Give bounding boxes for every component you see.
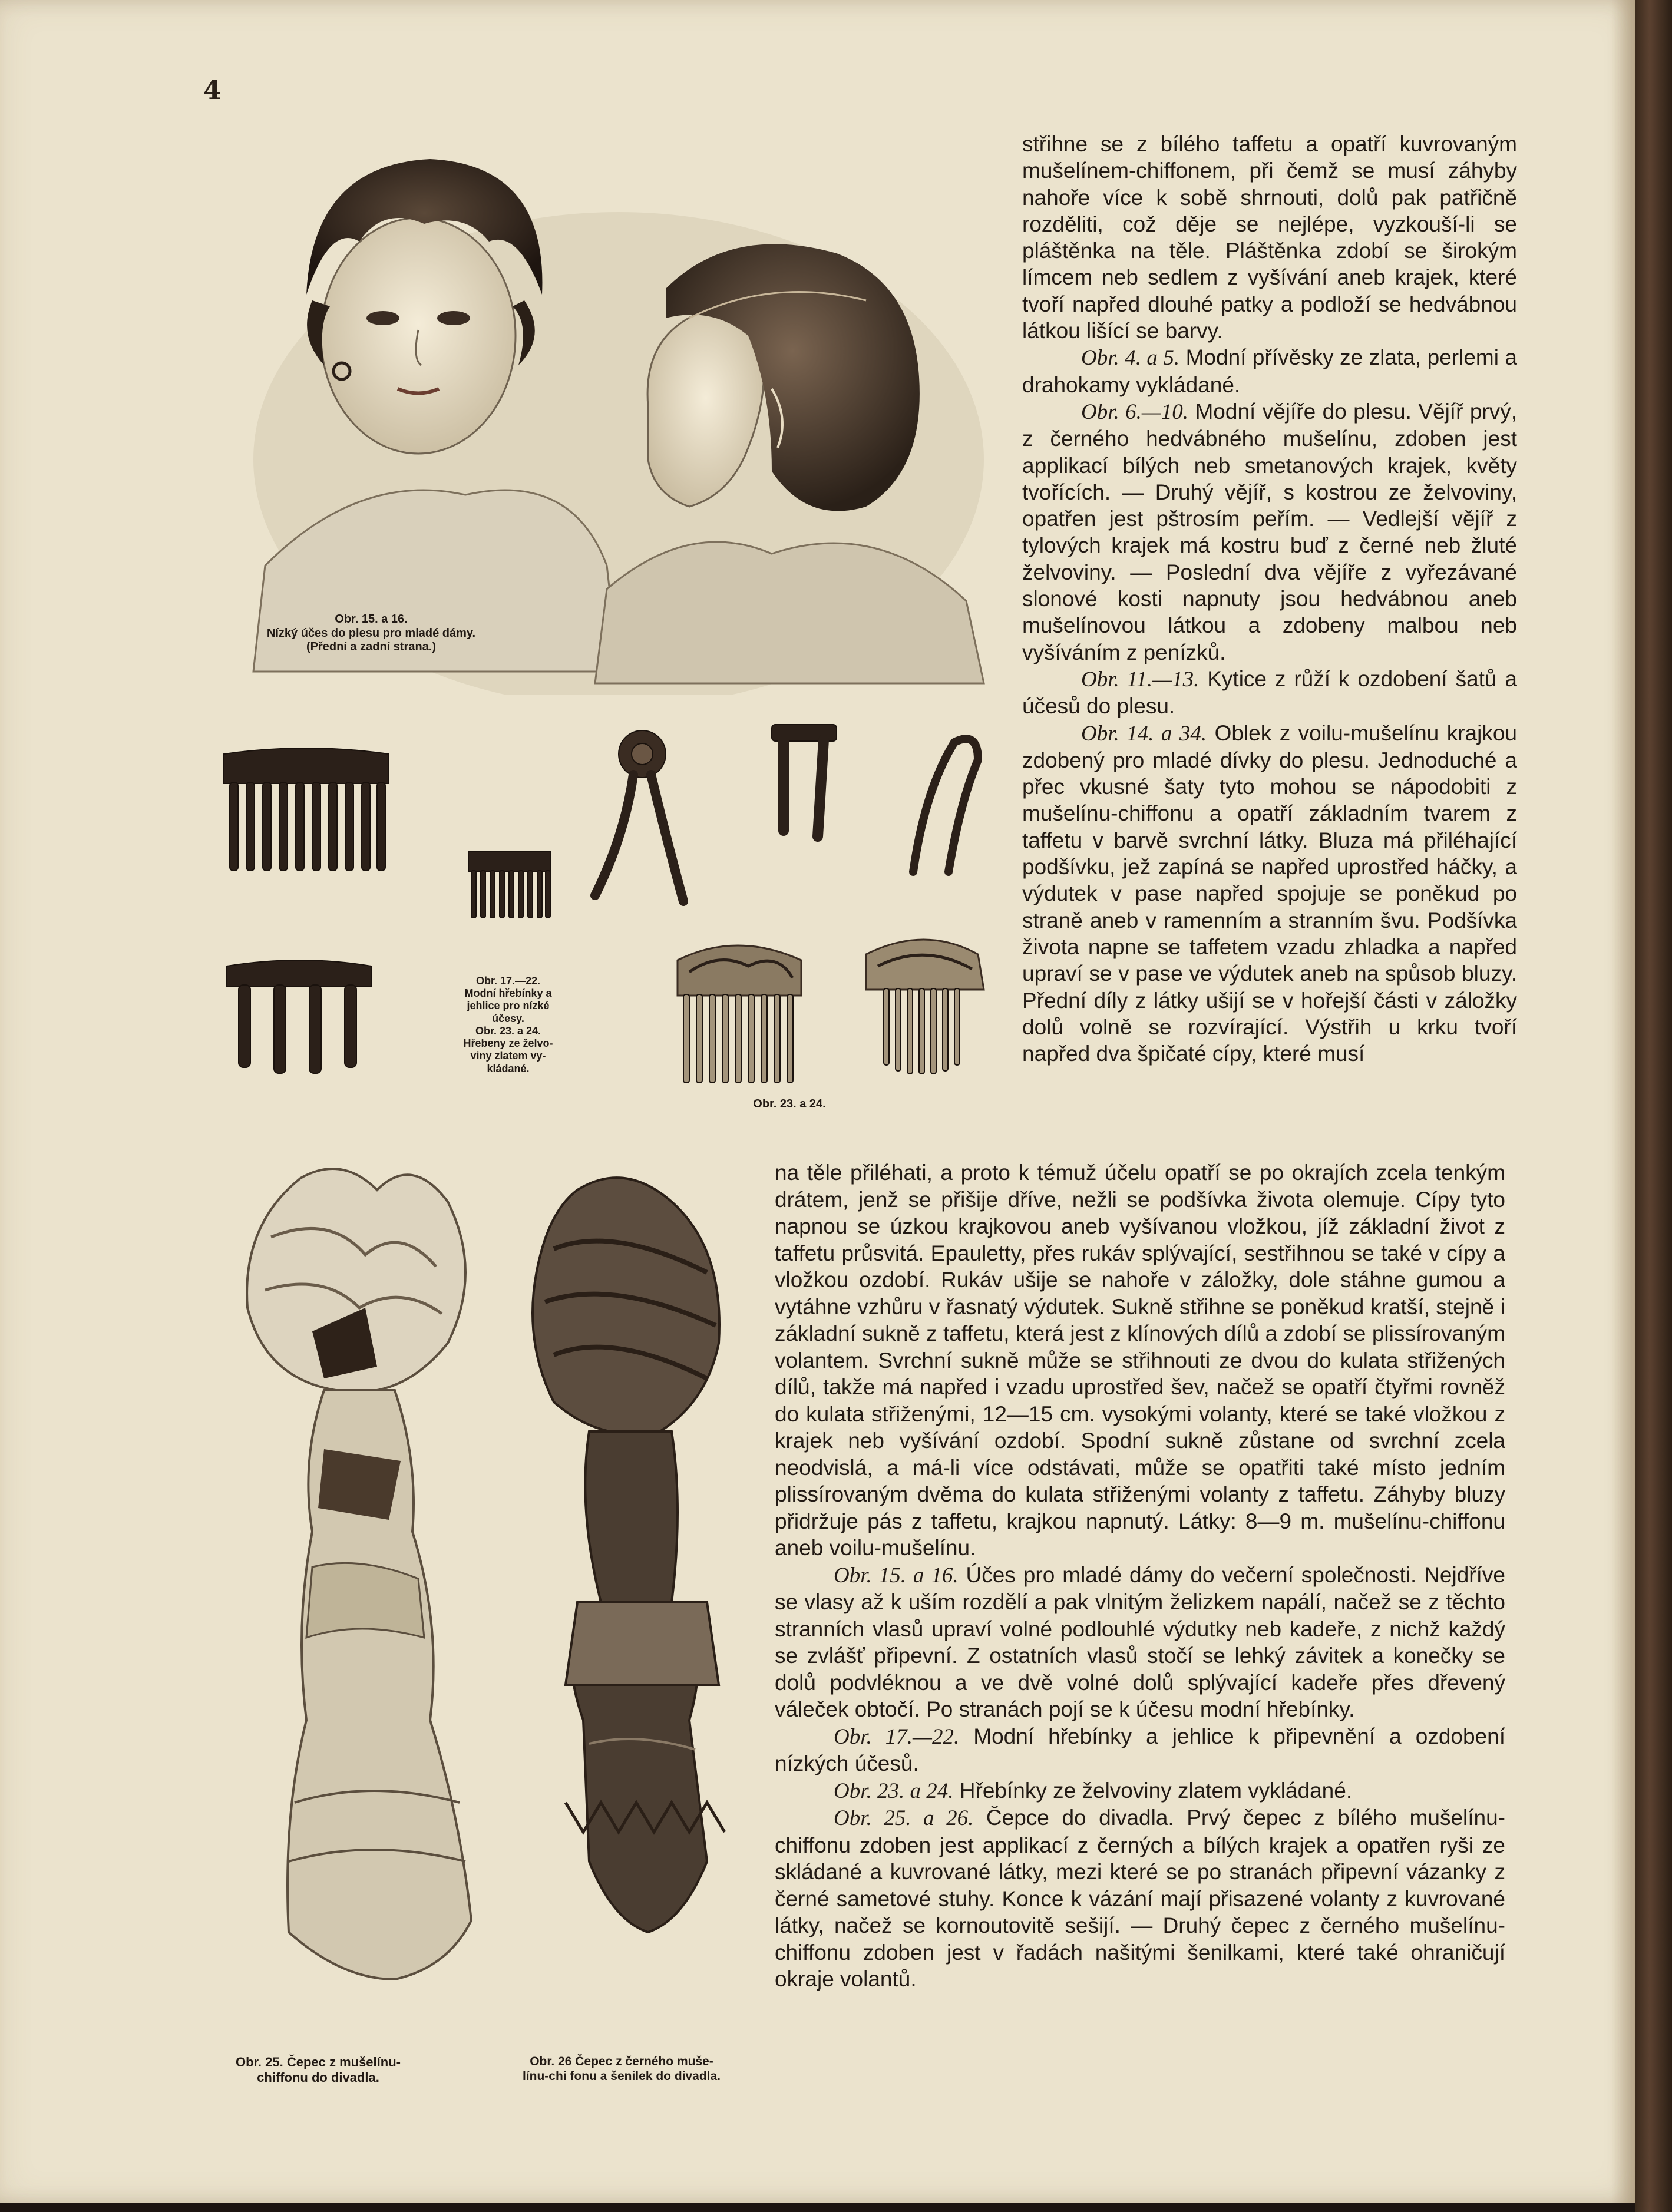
caption-fig-17-24: Obr. 17.—22. Modní hřebínky a jehlice pro nízké účesy. Obr. 23. a 24. Hřebeny ze želvo- viny zlatem vy- kládané. (463, 975, 553, 1074)
article-text-lower-column (775, 1159, 1505, 1993)
caption-fig-25: Obr. 25. Čepec z mušelínu- chiffonu do divadla. (236, 2055, 401, 2085)
bonnet-black-chiffon (533, 1178, 725, 1932)
paragraph: Obr. 11.—13. Kytice z růží k ozdobení šatů a účesů do plesu. (1022, 666, 1518, 719)
figure-reference: Obr. 23. a 24. (834, 1778, 954, 1803)
paragraph: Obr. 14. a 34. Oblek z voilu-mušelínu krajkou zdobený pro mladé dívky do plesu. Jednoduché a přec vkusné šaty tyto mohou se nápodobiti z mušelínu-chiffonu a opatří základním tvarem z taffetu v barvě svrchní látky. Bluza má přiléhající podšívku, jež zapíná se napřed uprostřed háčky, a výdutek v pase napřed spojuje se poněkud po straně aneb v ramenním a stranním švu. Podšívka života napne se taffetem vzadu zhladka a napřed upraví se v pase ve výdutek aneb na spůsob bluzy. Přední díly z látky ušijí se v hořejší části v záložky dolů volně se rozvírající. Výstřih u krku tvoří napřed dva špičaté cípy, které musí (1022, 720, 1517, 1066)
article-text-upper-column (1022, 131, 1517, 1067)
figure-reference: Obr. 6.—10. (1081, 399, 1189, 424)
paragraph: Obr. 4. a 5. Modní přívěsky ze zlata, perlemi a drahokamy vykládané. (1022, 345, 1517, 397)
figure-reference: Obr. 4. a 5. (1081, 346, 1180, 371)
caption-fig-23-24: Obr. 23. a 24. (753, 1097, 826, 1110)
paragraph: Obr. 23. a 24. Hřebínky ze želvoviny zlatem vykládané. (834, 1778, 1353, 1803)
page-number: 4 (203, 75, 222, 105)
paragraph: střihne se z bílého taffetu a opatří kuvrovaným mušelínem-chiffonem, při čemž se musí záhyby nahoře více k sobě shrnouti, dolů pak patřičně rozděliti, což děje se nejlépe, vyzkouší-li se pláštěnka na těle. Pláštěnka zdobí se širokým límcem neb sedlem z vyšívání aneb krajek, které tvoří napřed dlouhé patky a podloží se hedvábnou látkou lišící se barvy. (1022, 132, 1517, 343)
combs-and-pins-illustration (218, 719, 1037, 1096)
page-edge-shadow (1611, 0, 1635, 2203)
bonnet-white-chiffon (247, 1169, 471, 1979)
comb-large-1-teeth (230, 782, 385, 871)
paragraph: na těle přiléhati, a proto k témuž účelu opatří se po okrajích zcela tenkým drátem, jenž se přišije dříve, nežli se podšívka života olemuje. Cípy tyto napnou se úzkou krajkovou aneb vyšívanou vložkou, jíž základní život z taffetu průsvitá. Epauletty, přes rukáv splývající, sestřihnou se také v cípy a vložkou ozdobí. Rukáv ušije se nahoře v záložky, dole stáhne gumou a vytáhne vzhůru v řasnatý výdutek. Sukně střihne se poněkud kratší, stejně i základní sukně z taffetu, která jest z klínových dílů a zdobí se plissírovaným volantem. Svrchní sukně může se střihnouti ze dvou do kulata střižených dílů, takže má napřed i vzadu uprostřed šev, načež se opatří čtyřmi rovněž do kulata střiženými, 12—15 cm. vysokými volanty, které se také vložkou z krajek neb vyšívání ozdobí. Spodní sukně zůstane od svrchní zcela neodvislá, a má-li více odstávati, může se opatřiti také místo jedním plissírovaným dvěma do kulata střiženými volanty z taffetu. Záhyby bluzy přidržuje pás z taffetu, krajkou napnutý. Látky: 8—9 m. mušelínu-chiffonu aneb voilu-mušelínu. (775, 1160, 1505, 1560)
caption-fig-15-16: Obr. 15. a 16. Nízký účes do plesu pro mladé dámy. (Přední a zadní strana.) (266, 613, 476, 654)
figure-reference: Obr. 15. a 16. (834, 1563, 959, 1588)
hairpin-u (913, 739, 978, 872)
paragraph: Obr. 6.—10. Modní vějíře do plesu. Vějíř prvý, z černého hedvábného mušelínu, zdoben jest applikací bílých neb smetanových krajek, květy tvořících. — Druhý vějíř, s kostrou ze želvoviny, opatřen jest pštrosím peřím. — Vedlejší vějíř z tylových krajek má kostru buď z černé neb žluté želvoviny. — Poslední dva vějíře z vyřezávané slonové kosti napnuty jsou hedvábnou aneb mušelínovou látkou a zdobeny malbou neb vyšíváním z penízků. (1022, 399, 1517, 664)
hairstyle-illustration (242, 141, 1019, 695)
figure-reference: Obr. 17.—22. (834, 1724, 960, 1749)
paragraph: Obr. 15. a 16. Účes pro mladé dámy do večerní společnosti. Nejdříve se vlasy až k uším rozdělí a pak vlnitým želizkem napálí, načež se z těchto stranních vlasů upraví volné podlouhlé výdutky neb kadeře, z nichž každý se zvlášť připevní. Z ostatních vlasů stočí se lehký závitek a konečky se dolů podvléknou a ve dvě volné dolů splývající kadeře přes dřevený váleček obtočí. Po stranách pojí se k účesu modní hřebínky. (775, 1562, 1505, 1721)
figure-reference: Obr. 25. a 26. (834, 1806, 974, 1830)
book-spine (1635, 0, 1672, 2212)
figure-reference: Obr. 14. a 34. (1081, 721, 1207, 746)
paragraph: Obr. 17.—22. Modní hřebínky a jehlice k připevnění a ozdobení nízkých účesů. (775, 1724, 1505, 1775)
figure-reference: Obr. 11.—13. (1081, 667, 1200, 692)
woman-front-face (321, 218, 516, 454)
ornate-comb-23 (678, 945, 801, 996)
comb-large-2 (227, 960, 371, 987)
theatre-bonnets-illustration (224, 1155, 778, 2050)
caption-fig-26: Obr. 26 Čepec z černého muše- línu-chi fonu a šenilek do divadla. (522, 2055, 721, 2083)
comb-small (468, 851, 551, 872)
comb-large-1 (224, 748, 389, 783)
paragraph: Obr. 25. a 26. Čepce do divadla. Prvý čepec z bílého mušelínu-chiffonu zdoben jest applikací z černých a bílých krajek a opatřen ryši ze skládané a kuvrované látky, mezi které se po stranách připevní vázanky z černé sametové stuhy. Konce k vázání mají přisazené volanty z kuvrované látky, načež se kornoutovitě sešijí. — Druhý čepec z černého mušelínu-chiffonu zdoben jest v řadách našitými šenilkami, které také ohraničují okraje volantů. (775, 1806, 1505, 1991)
